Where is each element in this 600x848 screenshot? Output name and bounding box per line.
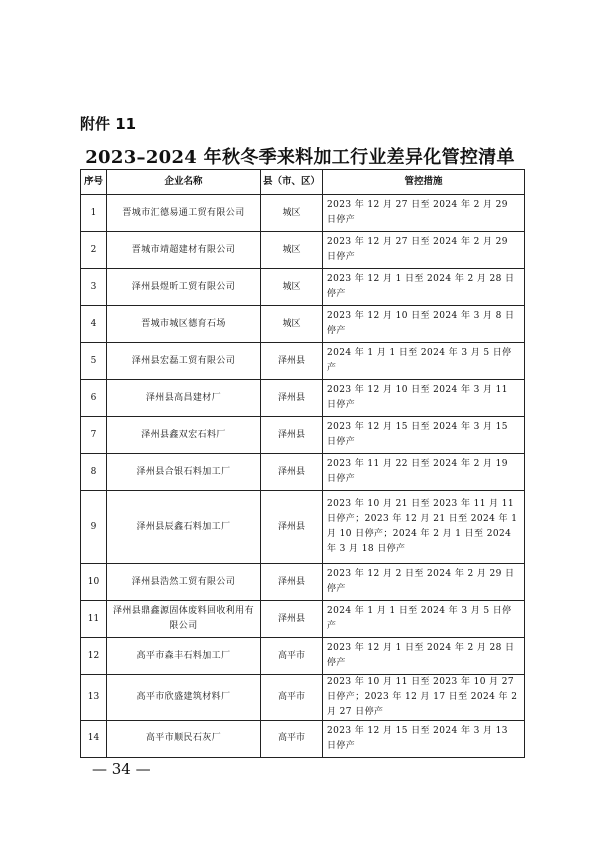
cell-company: 晋城市靖超建材有限公司 bbox=[107, 232, 261, 269]
header-county: 县（市、区） bbox=[261, 170, 323, 195]
table-row bbox=[81, 195, 525, 232]
cell-no: 3 bbox=[81, 269, 107, 306]
cell-no: 9 bbox=[81, 491, 107, 564]
table-row bbox=[81, 343, 525, 380]
cell-measure: 2023 年 12 月 10 日至 2024 年 3 月 11 日停产 bbox=[323, 380, 525, 417]
cell-measure: 2023 年 11 月 22 日至 2024 年 2 月 19 日停产 bbox=[323, 454, 525, 491]
cell-no: 2 bbox=[81, 232, 107, 269]
cell-no: 13 bbox=[81, 675, 107, 721]
header-company: 企业名称 bbox=[107, 170, 261, 195]
cell-no: 10 bbox=[81, 564, 107, 601]
cell-no: 8 bbox=[81, 454, 107, 491]
cell-measure: 2023 年 10 月 11 日至 2023 年 10 月 27 日停产；2023 年 12 月 17 日至 2024 年 2 月 27 日停产 bbox=[323, 675, 525, 721]
cell-county: 城区 bbox=[261, 232, 323, 269]
cell-county: 高平市 bbox=[261, 675, 323, 721]
cell-no: 12 bbox=[81, 638, 107, 675]
cell-county: 高平市 bbox=[261, 720, 323, 757]
cell-no: 11 bbox=[81, 601, 107, 638]
cell-company: 泽州县高昌建材厂 bbox=[107, 380, 261, 417]
cell-measure: 2023 年 12 月 15 日至 2024 年 3 月 15 日停产 bbox=[323, 417, 525, 454]
cell-company: 泽州县浩然工贸有限公司 bbox=[107, 564, 261, 601]
cell-measure: 2023 年 12 月 27 日至 2024 年 2 月 29 日停产 bbox=[323, 195, 525, 232]
cell-measure: 2023 年 12 月 2 日至 2024 年 2 月 29 日停产 bbox=[323, 564, 525, 601]
cell-county: 高平市 bbox=[261, 638, 323, 675]
cell-company: 泽州县宏磊工贸有限公司 bbox=[107, 343, 261, 380]
cell-no: 1 bbox=[81, 195, 107, 232]
attachment-label: 附件 11 bbox=[80, 115, 137, 133]
table-row bbox=[81, 454, 525, 491]
cell-measure: 2024 年 1 月 1 日至 2024 年 3 月 5 日停产 bbox=[323, 601, 525, 638]
table-row bbox=[81, 232, 525, 269]
cell-measure: 2024 年 1 月 1 日至 2024 年 3 月 5 日停产 bbox=[323, 343, 525, 380]
header-measure: 管控措施 bbox=[323, 170, 525, 195]
cell-company: 晋城市城区德育石场 bbox=[107, 306, 261, 343]
cell-company: 泽州县合银石料加工厂 bbox=[107, 454, 261, 491]
cell-company: 高平市顺民石灰厂 bbox=[107, 720, 261, 757]
table-row bbox=[81, 638, 525, 675]
cell-no: 6 bbox=[81, 380, 107, 417]
cell-company: 泽州县煜昕工贸有限公司 bbox=[107, 269, 261, 306]
page-number: — 34 — bbox=[92, 760, 151, 778]
cell-company: 泽州县辰鑫石料加工厂 bbox=[107, 491, 261, 564]
control-list-table bbox=[80, 169, 525, 758]
cell-county: 泽州县 bbox=[261, 343, 323, 380]
table-header-row bbox=[81, 170, 525, 195]
cell-measure: 2023 年 12 月 15 日至 2024 年 3 月 13 日停产 bbox=[323, 720, 525, 757]
cell-no: 4 bbox=[81, 306, 107, 343]
cell-county: 泽州县 bbox=[261, 380, 323, 417]
cell-company: 高平市森丰石料加工厂 bbox=[107, 638, 261, 675]
cell-no: 7 bbox=[81, 417, 107, 454]
cell-company: 泽州县鼎鑫源固体废料回收利用有限公司 bbox=[107, 601, 261, 638]
header-no: 序号 bbox=[81, 170, 107, 195]
table-row bbox=[81, 720, 525, 757]
cell-measure: 2023 年 12 月 1 日至 2024 年 2 月 28 日停产 bbox=[323, 269, 525, 306]
cell-company: 泽州县鑫双宏石料厂 bbox=[107, 417, 261, 454]
cell-county: 城区 bbox=[261, 195, 323, 232]
table-row bbox=[81, 601, 525, 638]
cell-measure: 2023 年 12 月 10 日至 2024 年 3 月 8 日停产 bbox=[323, 306, 525, 343]
table-row bbox=[81, 269, 525, 306]
cell-county: 城区 bbox=[261, 269, 323, 306]
cell-measure: 2023 年 12 月 27 日至 2024 年 2 月 29 日停产 bbox=[323, 232, 525, 269]
table-row bbox=[81, 564, 525, 601]
table-row bbox=[81, 417, 525, 454]
cell-company: 高平市欣盛建筑材料厂 bbox=[107, 675, 261, 721]
table-row bbox=[81, 675, 525, 721]
cell-county: 泽州县 bbox=[261, 417, 323, 454]
table-row bbox=[81, 380, 525, 417]
document-title: 2023–2024 年秋冬季来料加工行业差异化管控清单 bbox=[85, 147, 515, 168]
cell-county: 泽州县 bbox=[261, 601, 323, 638]
cell-company: 晋城市汇德易通工贸有限公司 bbox=[107, 195, 261, 232]
cell-measure: 2023 年 12 月 1 日至 2024 年 2 月 28 日停产 bbox=[323, 638, 525, 675]
table-row bbox=[81, 306, 525, 343]
cell-no: 5 bbox=[81, 343, 107, 380]
cell-county: 泽州县 bbox=[261, 454, 323, 491]
table-row bbox=[81, 491, 525, 564]
cell-measure: 2023 年 10 月 21 日至 2023 年 11 月 11 日停产；2023 年 12 月 21 日至 2024 年 1 月 10 日停产；2024 年 2 月 1 日至 2024 年 3 月 18 日停产 bbox=[323, 491, 525, 564]
cell-county: 泽州县 bbox=[261, 491, 323, 564]
cell-no: 14 bbox=[81, 720, 107, 757]
cell-county: 城区 bbox=[261, 306, 323, 343]
cell-county: 泽州县 bbox=[261, 564, 323, 601]
